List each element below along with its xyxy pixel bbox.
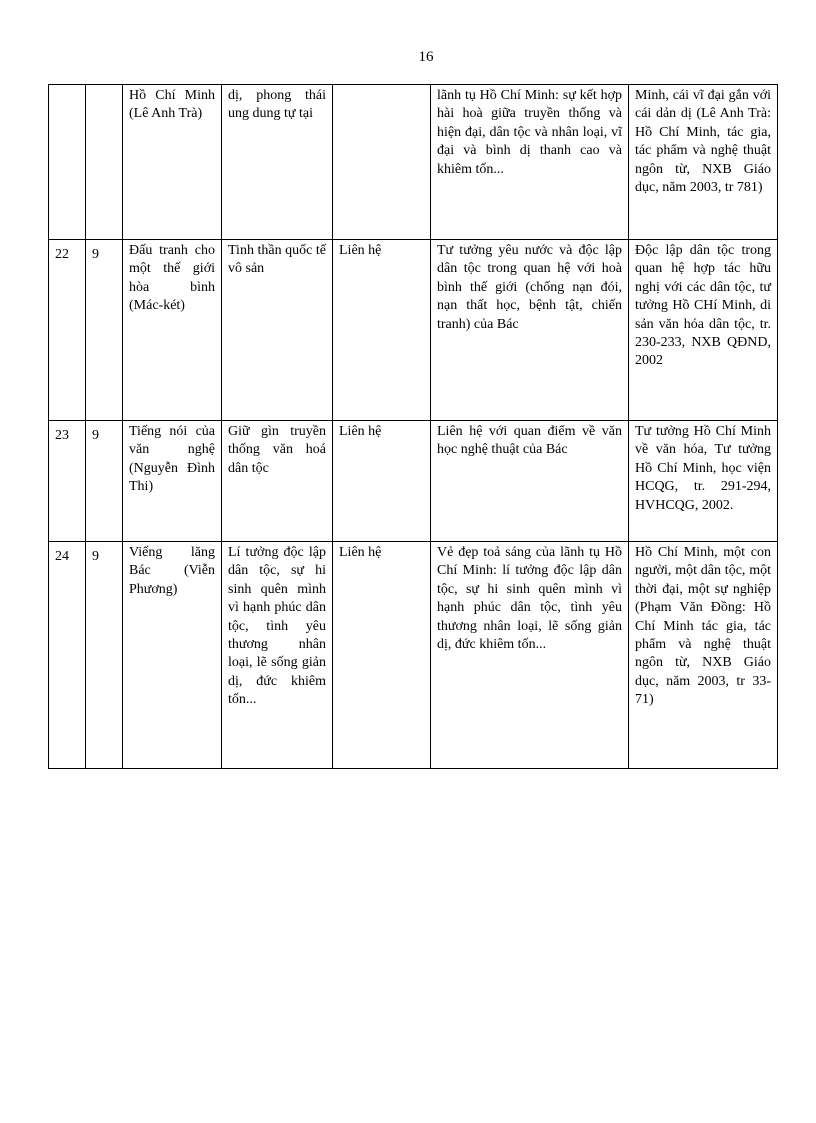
content-cell: Giữ gìn truyền thống văn hoá dân tộc bbox=[222, 421, 333, 542]
grade-cell: 9 bbox=[86, 421, 123, 542]
grade-cell: 9 bbox=[86, 542, 123, 769]
method-cell bbox=[333, 85, 431, 240]
table-row bbox=[49, 240, 778, 421]
row-number-cell bbox=[49, 85, 86, 240]
row-number-cell: 23 bbox=[49, 421, 86, 542]
work-title-cell: Viếng lăng Bác (Viễn Phương) bbox=[123, 542, 222, 769]
detail-cell: lãnh tụ Hồ Chí Minh: sự kết hợp hài hoà giữa truyền thống và hiện đại, dân tộc và nhân loại, vĩ đại và bình dị thanh cao và khiêm tốn... bbox=[431, 85, 629, 240]
table-row bbox=[49, 421, 778, 542]
table-row bbox=[49, 542, 778, 769]
content-cell: Tinh thần quốc tế vô sản bbox=[222, 240, 333, 421]
reference-cell: Minh, cái vĩ đại gắn với cái dản dị (Lê Anh Trà: Hồ Chí Minh, tác gia, tác phẩm và nghệ thuật ngôn từ, NXB Giáo dục, năm 2003, tr 781) bbox=[629, 85, 778, 240]
detail-cell: Tư tưởng yêu nước và độc lập dân tộc trong quan hệ với hoà bình thế giới (chống nạn đói, nạn thất học, bệnh tật, chiến tranh) của Bác bbox=[431, 240, 629, 421]
reference-cell: Tư tưởng Hồ Chí Minh về văn hóa, Tư tưởng Hồ Chí Minh, học viện HCQG, tr. 291-294, HVHCQG, 2002. bbox=[629, 421, 778, 542]
method-cell: Liên hệ bbox=[333, 542, 431, 769]
method-cell: Liên hệ bbox=[333, 240, 431, 421]
detail-cell: Vẻ đẹp toả sáng của lãnh tụ Hồ Chí Minh: lí tưởng độc lập dân tộc, sự hi sinh quên mình vì hạnh phúc dân tộc, tình yêu thương nhân loại, lẽ sống giản dị, đức khiêm tốn... bbox=[431, 542, 629, 769]
work-title-cell: Tiếng nói của văn nghệ (Nguyễn Đình Thi) bbox=[123, 421, 222, 542]
content-cell: Lí tưởng độc lập dân tộc, sự hi sinh quên mình vì hạnh phúc dân tộc, tình yêu thương nhân loại, lẽ sống giản dị, đức khiêm tốn... bbox=[222, 542, 333, 769]
table-row bbox=[49, 85, 778, 240]
content-cell: dị, phong thái ung dung tự tại bbox=[222, 85, 333, 240]
method-cell: Liên hệ bbox=[333, 421, 431, 542]
grade-cell bbox=[86, 85, 123, 240]
reference-cell: Hồ Chí Minh, một con người, một dân tộc, một thời đại, một sự nghiệp (Phạm Văn Đồng: Hồ Chí Minh tác gia, tác phẩm và nghệ thuật ngôn từ, NXB Giáo dục, năm 2003, tr 33-71) bbox=[629, 542, 778, 769]
detail-cell: Liên hệ với quan điểm về văn học nghệ thuật của Bác bbox=[431, 421, 629, 542]
grade-cell: 9 bbox=[86, 240, 123, 421]
work-title-cell: Hồ Chí Minh (Lê Anh Trà) bbox=[123, 85, 222, 240]
work-title-cell: Đấu tranh cho một thế giới hòa bình (Mác-két) bbox=[123, 240, 222, 421]
reference-cell: Độc lập dân tộc trong quan hệ hợp tác hữu nghị với các dân tộc, tư tưởng Hồ CHí Minh, di sản văn hóa dân tộc, tr. 230-233, NXB QĐND, 2002 bbox=[629, 240, 778, 421]
page-number: 16 bbox=[418, 49, 434, 65]
content-table bbox=[48, 84, 778, 769]
row-number-cell: 24 bbox=[49, 542, 86, 769]
row-number-cell: 22 bbox=[49, 240, 86, 421]
